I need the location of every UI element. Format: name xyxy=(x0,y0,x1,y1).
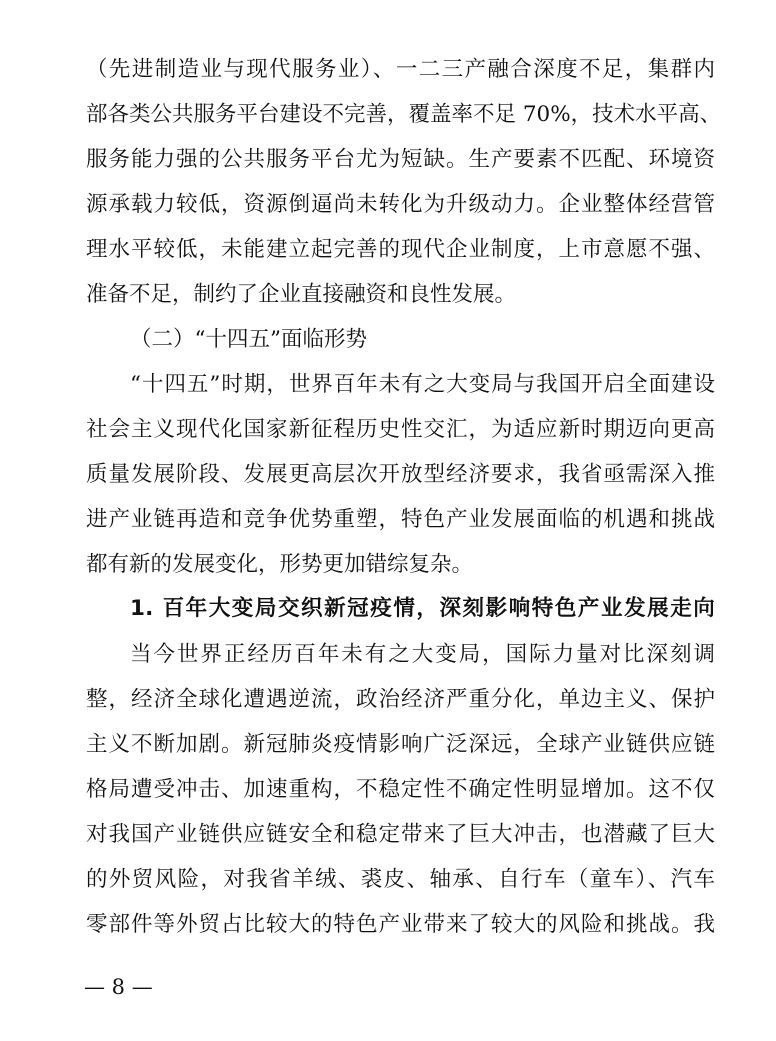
body-text-line: 服务能力强的公共服务平台尤为短缺。生产要素不匹配、环境资 xyxy=(86,147,715,172)
body-text-line: 源承载力较低，资源倒逼尚未转化为升级动力。企业整体经营管 xyxy=(86,192,715,217)
subsection-heading: 1. 百年大变局交织新冠疫情，深刻影响特色产业发展走向 xyxy=(130,596,715,621)
body-text-line: “十四五”时期，世界百年未有之大变局与我国开启全面建设 xyxy=(130,372,715,397)
section-heading: （二）“十四五”面临形势 xyxy=(130,327,367,352)
body-text-line: 的外贸风险，对我省羊绒、裘皮、轴承、自行车（童车）、汽车 xyxy=(86,867,715,892)
body-text-line: 社会主义现代化国家新征程历史性交汇，为适应新时期迈向更高 xyxy=(86,417,715,442)
body-text-line: 当今世界正经历百年未有之大变局，国际力量对比深刻调 xyxy=(130,642,715,667)
body-text-line: 理水平较低，未能建立起完善的现代企业制度，上市意愿不强、 xyxy=(86,237,715,262)
body-text-line: 对我国产业链供应链安全和稳定带来了巨大冲击，也潜藏了巨大 xyxy=(86,822,715,847)
body-text-line: 格局遭受冲击、加速重构，不稳定性不确定性明显增加。这不仅 xyxy=(86,777,715,802)
body-text-line: 主义不断加剧。新冠肺炎疫情影响广泛深远，全球产业链供应链 xyxy=(86,732,715,757)
body-text-line: 准备不足，制约了企业直接融资和良性发展。 xyxy=(86,282,517,307)
body-text-line: 都有新的发展变化，形势更加错综复杂。 xyxy=(86,552,474,577)
body-text-line: 部各类公共服务平台建设不完善，覆盖率不足 70%，技术水平高、 xyxy=(86,102,722,127)
body-text-line: 零部件等外贸占比较大的特色产业带来了较大的风险和挑战。我 xyxy=(86,912,715,937)
body-text-line: 整，经济全球化遭遇逆流，政治经济严重分化，单边主义、保护 xyxy=(86,687,715,712)
body-text-line: 质量发展阶段、发展更高层次开放型经济要求，我省亟需深入推 xyxy=(86,462,715,487)
body-text-line: （先进制造业与现代服务业）、一二三产融合深度不足，集群内 xyxy=(86,57,715,82)
page-number: — 8 — xyxy=(84,975,153,999)
body-text-line: 进产业链再造和竞争优势重塑，特色产业发展面临的机遇和挑战 xyxy=(86,507,715,532)
